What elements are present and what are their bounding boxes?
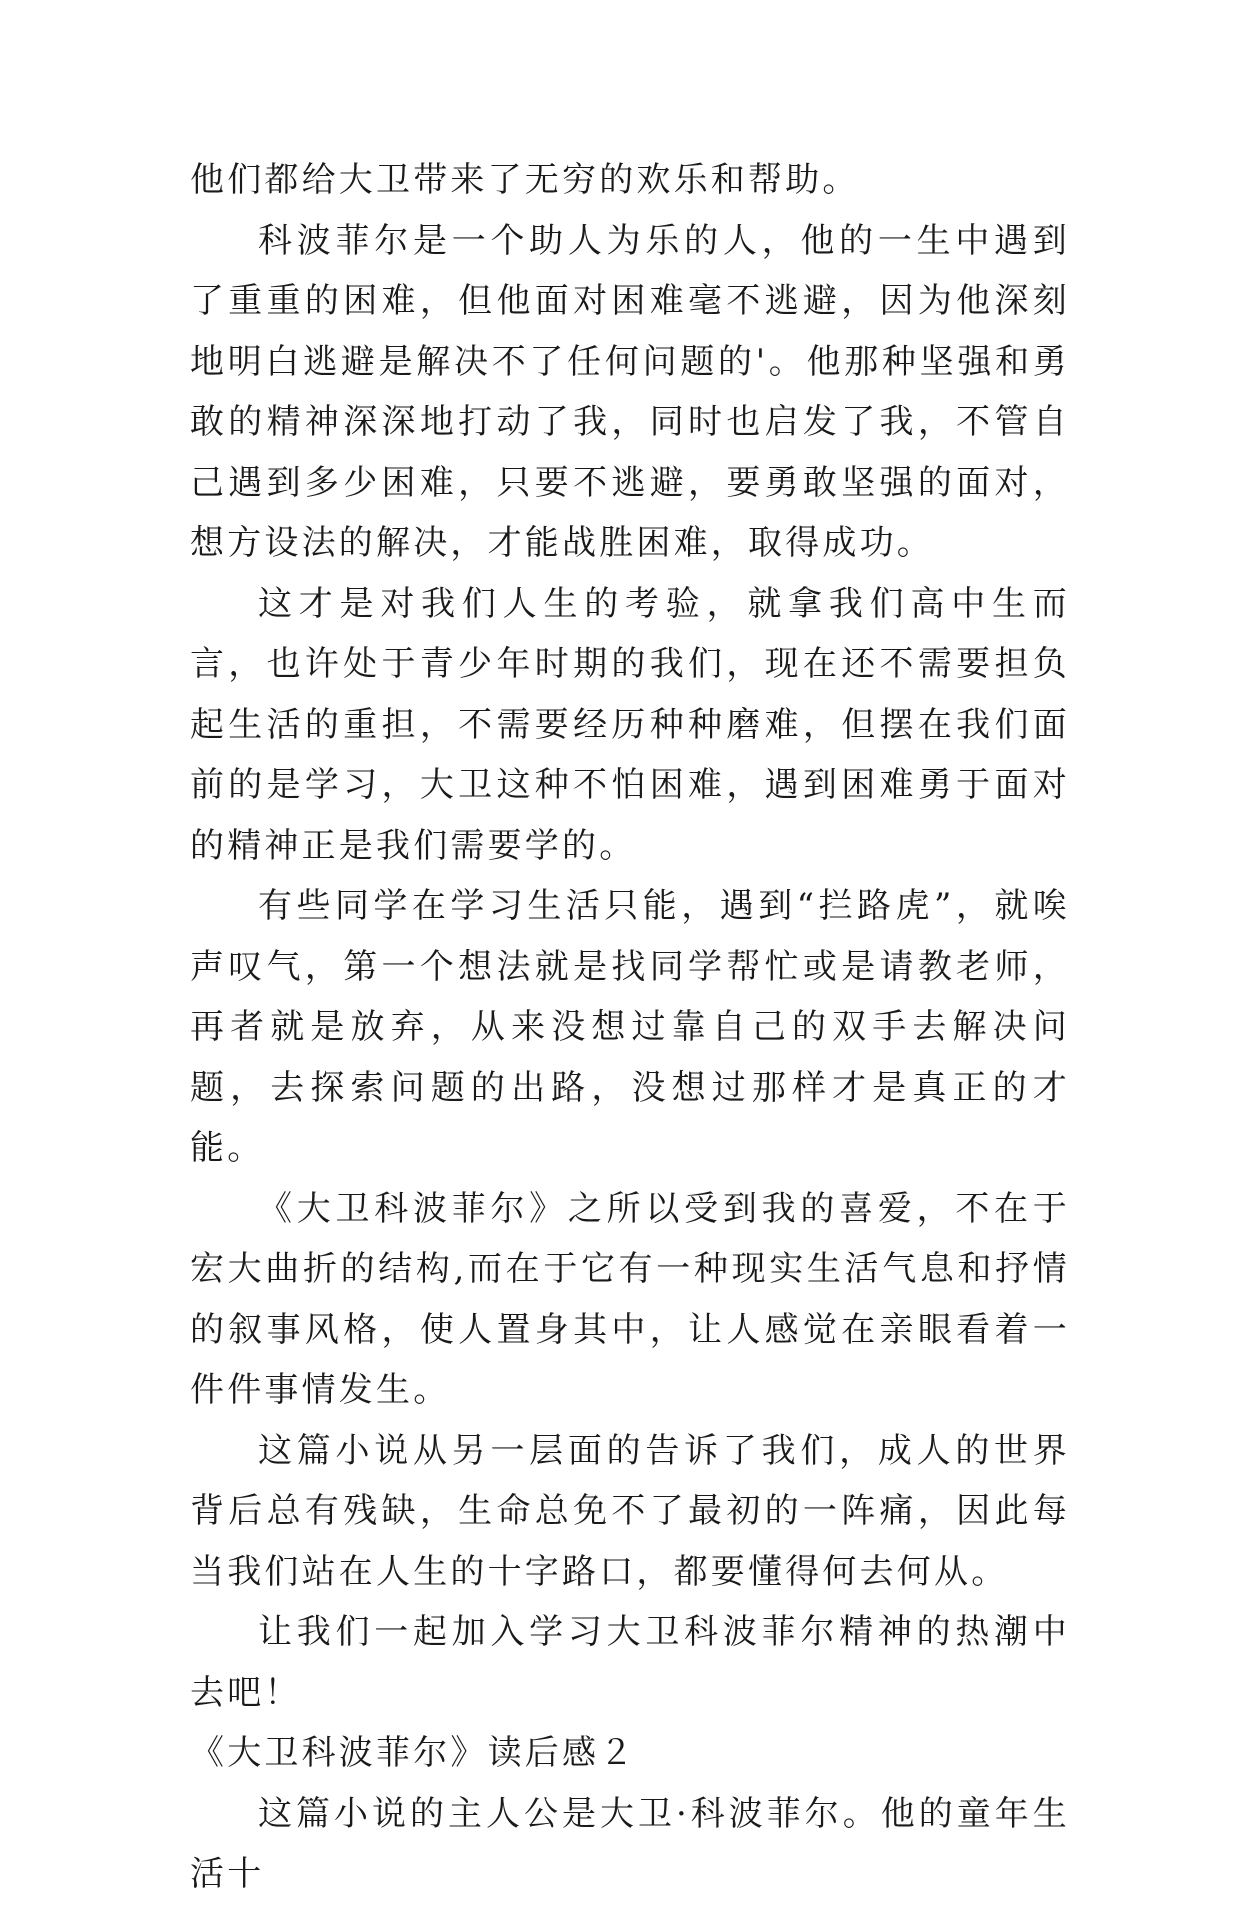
paragraph: 这才是对我们人生的考验，就拿我们高中生而言，也许处于青少年时期的我们，现在还不需要担负起生活的重担，不需要经历种种磨难，但摆在我们面前的是学习，大卫这种不怕困难，遇到困难勇于面对的精神正是我们需要学的。 xyxy=(190,583,1070,866)
paragraph: 《大卫科波菲尔》之所以受到我的喜爱，不在于宏大曲折的结构,而在于它有一种现实生活气息和抒情的叙事风格，使人置身其中，让人感觉在亲眼看着一件件事情发生。 xyxy=(190,1188,1070,1410)
paragraph-continued: 他们都给大卫带来了无穷的欢乐和帮助。 xyxy=(190,160,860,200)
document-body xyxy=(190,150,1070,1905)
section-title: 《大卫科波菲尔》读后感２ xyxy=(190,1733,637,1773)
paragraph: 这篇小说的主人公是大卫·科波菲尔。他的童年生活十 xyxy=(190,1793,1070,1894)
paragraph: 让我们一起加入学习大卫科波菲尔精神的热潮中去吧！ xyxy=(190,1612,1070,1713)
paragraph: 有些同学在学习生活只能，遇到“拦路虎”，就唉声叹气，第一个想法就是找同学帮忙或是请教老师，再者就是放弃，从来没想过靠自己的双手去解决问题，去探索问题的出路，没想过那样才是真正的才能。 xyxy=(190,886,1070,1168)
paragraph: 科波菲尔是一个助人为乐的人，他的一生中遇到了重重的困难，但他面对困难毫不逃避，因为他深刻地明白逃避是解决不了任何问题的'。他那种坚强和勇敢的精神深深地打动了我，同时也启发了我，不管自己遇到多少困难，只要不逃避，要勇敢坚强的面对，想方设法的解决，才能战胜困难，取得成功。 xyxy=(190,220,1070,563)
paragraph: 这篇小说从另一层面的告诉了我们，成人的世界背后总有残缺，生命总免不了最初的一阵痛，因此每当我们站在人生的十字路口，都要懂得何去何从。 xyxy=(190,1430,1070,1592)
